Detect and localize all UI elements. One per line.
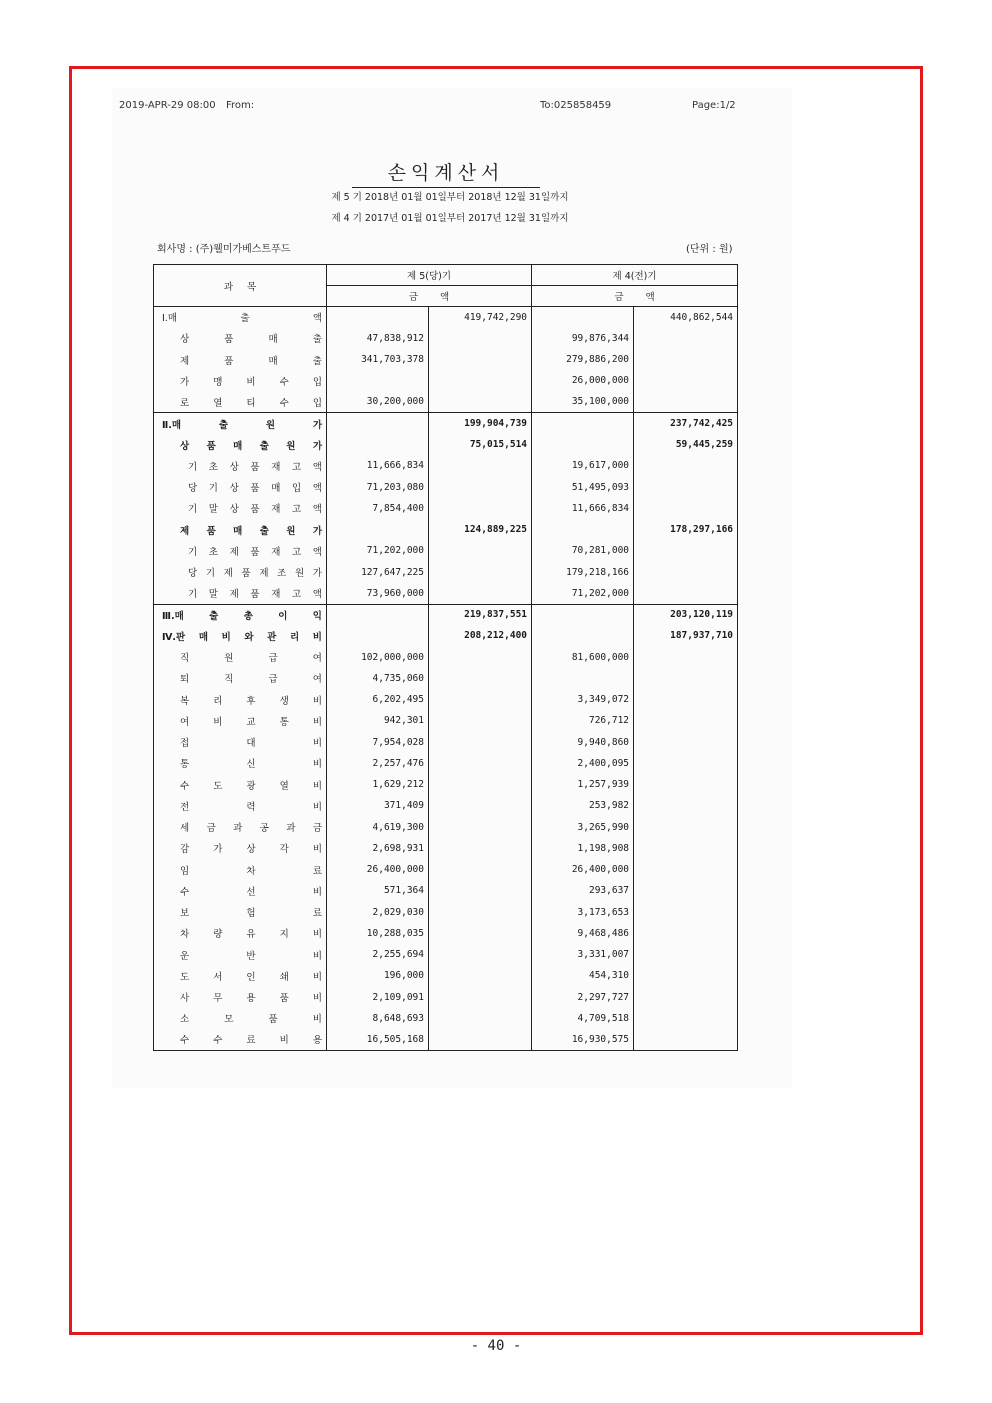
fax-page: Page:1/2 bbox=[692, 100, 736, 111]
row-label bbox=[154, 604, 327, 625]
amount-p2 bbox=[634, 923, 738, 944]
amount-c2 bbox=[429, 647, 532, 668]
amount-c2 bbox=[429, 774, 532, 795]
row-label-text: 복 리 후 생 비 bbox=[180, 695, 322, 707]
amount-c2 bbox=[429, 859, 532, 880]
company-name: 회사명 : (주)웰미가베스트푸드 bbox=[157, 244, 291, 255]
row-label bbox=[154, 540, 327, 561]
amount-p1: 279,886,200 bbox=[532, 349, 634, 370]
table-row bbox=[154, 859, 738, 880]
table-row bbox=[154, 413, 738, 434]
row-label bbox=[154, 817, 327, 838]
amount-p2: 178,297,166 bbox=[634, 519, 738, 540]
table-row bbox=[154, 583, 738, 604]
amount-c1: 7,954,028 bbox=[327, 732, 429, 753]
amount-c1: 2,257,476 bbox=[327, 753, 429, 774]
table-row bbox=[154, 838, 738, 859]
amount-c1: 2,109,091 bbox=[327, 987, 429, 1008]
col-header-prior-amount: 금액 bbox=[532, 286, 738, 307]
amount-c2 bbox=[429, 710, 532, 731]
table-row bbox=[154, 647, 738, 668]
amount-c2 bbox=[429, 540, 532, 561]
amount-c2 bbox=[429, 455, 532, 476]
amount-c1: 47,838,912 bbox=[327, 328, 429, 349]
amount-p1: 9,940,860 bbox=[532, 732, 634, 753]
amount-c1: 2,029,030 bbox=[327, 902, 429, 923]
amount-c1 bbox=[327, 519, 429, 540]
amount-p2 bbox=[634, 965, 738, 986]
amount-p1: 11,666,834 bbox=[532, 498, 634, 519]
amount-c2: 199,904,739 bbox=[429, 413, 532, 434]
row-label-text: 통 신 비 bbox=[180, 759, 322, 771]
unit-label: (단위 : 원) bbox=[686, 244, 733, 255]
amount-p2 bbox=[634, 753, 738, 774]
amount-p1: 2,297,727 bbox=[532, 987, 634, 1008]
row-label-text: 로 열 티 수 입 bbox=[180, 397, 322, 409]
amount-p1: 3,173,653 bbox=[532, 902, 634, 923]
period-prior: 제 4 기 2017년 01월 01일부터 2017년 12월 31일까지 bbox=[331, 213, 569, 224]
row-label bbox=[154, 795, 327, 816]
amount-p1 bbox=[532, 413, 634, 434]
table-row bbox=[154, 519, 738, 540]
amount-p2 bbox=[634, 498, 738, 519]
amount-p1: 71,202,000 bbox=[532, 583, 634, 604]
amount-p2 bbox=[634, 859, 738, 880]
row-label-text: 수 수 료 비 용 bbox=[180, 1035, 322, 1047]
row-label bbox=[154, 668, 327, 689]
amount-p2 bbox=[634, 880, 738, 901]
amount-c2 bbox=[429, 370, 532, 391]
table-row bbox=[154, 349, 738, 370]
amount-p1: 35,100,000 bbox=[532, 392, 634, 413]
amount-p2 bbox=[634, 944, 738, 965]
row-label bbox=[154, 880, 327, 901]
row-label bbox=[154, 307, 327, 328]
amount-p1: 70,281,000 bbox=[532, 540, 634, 561]
document-title: 손익계산서 bbox=[352, 158, 540, 188]
fax-datetime: 2019-APR-29 08:00 bbox=[119, 100, 216, 111]
amount-c1: 942,301 bbox=[327, 710, 429, 731]
amount-p1: 99,876,344 bbox=[532, 328, 634, 349]
amount-c1 bbox=[327, 434, 429, 455]
amount-c1: 2,255,694 bbox=[327, 944, 429, 965]
amount-p2 bbox=[634, 1008, 738, 1029]
table-row bbox=[154, 944, 738, 965]
amount-c1: 1,629,212 bbox=[327, 774, 429, 795]
row-label bbox=[154, 859, 327, 880]
table-row bbox=[154, 817, 738, 838]
amount-c1: 4,735,060 bbox=[327, 668, 429, 689]
row-label-text: 직 원 급 여 bbox=[180, 653, 322, 665]
table-row bbox=[154, 689, 738, 710]
income-statement-table bbox=[153, 264, 738, 1051]
amount-c1: 16,505,168 bbox=[327, 1029, 429, 1050]
amount-p1: 19,617,000 bbox=[532, 455, 634, 476]
table-row bbox=[154, 668, 738, 689]
amount-c2 bbox=[429, 1029, 532, 1050]
row-label-text: 가 맹 비 수 입 bbox=[180, 376, 322, 388]
row-label-text: 소 모 품 비 bbox=[180, 1014, 322, 1026]
amount-p1: 51,495,093 bbox=[532, 477, 634, 498]
row-label bbox=[154, 647, 327, 668]
amount-c1: 571,364 bbox=[327, 880, 429, 901]
amount-c1: 102,000,000 bbox=[327, 647, 429, 668]
table-row bbox=[154, 562, 738, 583]
amount-p2 bbox=[634, 477, 738, 498]
amount-c1: 371,409 bbox=[327, 795, 429, 816]
row-label-text: 퇴 직 급 여 bbox=[180, 674, 322, 686]
amount-c2 bbox=[429, 880, 532, 901]
amount-c2 bbox=[429, 328, 532, 349]
amount-c1: 10,288,035 bbox=[327, 923, 429, 944]
table-row bbox=[154, 987, 738, 1008]
row-label bbox=[154, 583, 327, 604]
row-label-text: Ⅰ.매 출 액 bbox=[162, 313, 322, 325]
row-label bbox=[154, 370, 327, 391]
amount-p1 bbox=[532, 434, 634, 455]
amount-c1: 341,703,378 bbox=[327, 349, 429, 370]
amount-c2 bbox=[429, 732, 532, 753]
col-header-current: 제 5(당)기 bbox=[327, 265, 532, 286]
amount-c2 bbox=[429, 349, 532, 370]
row-label-text: 제 품 매 출 bbox=[180, 355, 322, 367]
amount-c2 bbox=[429, 392, 532, 413]
row-label bbox=[154, 562, 327, 583]
amount-c2 bbox=[429, 562, 532, 583]
row-label bbox=[154, 498, 327, 519]
row-label-text: 세 금 과 공 과 금 bbox=[180, 823, 322, 835]
row-label-text: 감 가 상 각 비 bbox=[180, 844, 322, 856]
row-label bbox=[154, 902, 327, 923]
amount-c2 bbox=[429, 583, 532, 604]
amount-c1 bbox=[327, 413, 429, 434]
table-row bbox=[154, 455, 738, 476]
amount-c1: 4,619,300 bbox=[327, 817, 429, 838]
table-row bbox=[154, 392, 738, 413]
col-header-prior: 제 4(전)기 bbox=[532, 265, 738, 286]
table-row bbox=[154, 604, 738, 625]
row-label bbox=[154, 838, 327, 859]
row-label-text: 여 비 교 통 비 bbox=[180, 716, 322, 728]
table-row bbox=[154, 902, 738, 923]
amount-p1: 726,712 bbox=[532, 710, 634, 731]
amount-p2 bbox=[634, 795, 738, 816]
amount-c1 bbox=[327, 625, 429, 646]
row-label bbox=[154, 413, 327, 434]
row-label-text: 기 초 제 품 재 고 액 bbox=[188, 546, 322, 558]
amount-p1: 26,000,000 bbox=[532, 370, 634, 391]
amount-c2 bbox=[429, 965, 532, 986]
row-label-text: 차 량 유 지 비 bbox=[180, 929, 322, 941]
amount-p2 bbox=[634, 732, 738, 753]
table-row bbox=[154, 498, 738, 519]
row-label bbox=[154, 965, 327, 986]
row-label bbox=[154, 519, 327, 540]
amount-p1: 81,600,000 bbox=[532, 647, 634, 668]
row-label-text: 임 차 료 bbox=[180, 865, 322, 877]
amount-p2: 187,937,710 bbox=[634, 625, 738, 646]
table-row bbox=[154, 370, 738, 391]
amount-c1: 196,000 bbox=[327, 965, 429, 986]
table-row bbox=[154, 774, 738, 795]
amount-p1: 454,310 bbox=[532, 965, 634, 986]
amount-p1: 293,637 bbox=[532, 880, 634, 901]
amount-p1: 3,331,007 bbox=[532, 944, 634, 965]
amount-c2 bbox=[429, 668, 532, 689]
amount-c2 bbox=[429, 795, 532, 816]
amount-p2 bbox=[634, 647, 738, 668]
amount-c1: 11,666,834 bbox=[327, 455, 429, 476]
amount-c2: 419,742,290 bbox=[429, 307, 532, 328]
amount-p2 bbox=[634, 838, 738, 859]
amount-p2 bbox=[634, 902, 738, 923]
row-label-text: 기 말 제 품 재 고 액 bbox=[188, 589, 322, 601]
row-label-text: Ⅱ.매 출 원 가 bbox=[162, 419, 322, 431]
table-row bbox=[154, 477, 738, 498]
row-label bbox=[154, 774, 327, 795]
row-label-text: 당 기 제 품 제 조 원 가 bbox=[188, 568, 322, 580]
amount-p2: 237,742,425 bbox=[634, 413, 738, 434]
amount-p2 bbox=[634, 689, 738, 710]
row-label bbox=[154, 434, 327, 455]
table-row bbox=[154, 1029, 738, 1050]
row-label bbox=[154, 689, 327, 710]
table-row bbox=[154, 965, 738, 986]
amount-p2 bbox=[634, 455, 738, 476]
row-label-text: 상 품 매 출 bbox=[180, 334, 322, 346]
amount-c1 bbox=[327, 307, 429, 328]
amount-c1: 71,202,000 bbox=[327, 540, 429, 561]
amount-c1: 30,200,000 bbox=[327, 392, 429, 413]
amount-c1: 127,647,225 bbox=[327, 562, 429, 583]
fax-to: To:025858459 bbox=[540, 100, 612, 111]
table-row bbox=[154, 434, 738, 455]
row-label bbox=[154, 1029, 327, 1050]
amount-c2 bbox=[429, 1008, 532, 1029]
row-label bbox=[154, 987, 327, 1008]
amount-c2 bbox=[429, 689, 532, 710]
row-label-text: 수 도 광 열 비 bbox=[180, 780, 322, 792]
row-label bbox=[154, 477, 327, 498]
amount-c2 bbox=[429, 817, 532, 838]
table-row bbox=[154, 307, 738, 328]
amount-c2 bbox=[429, 944, 532, 965]
amount-c2 bbox=[429, 753, 532, 774]
table-row bbox=[154, 328, 738, 349]
period-current: 제 5 기 2018년 01월 01일부터 2018년 12월 31일까지 bbox=[331, 192, 569, 203]
table-row bbox=[154, 1008, 738, 1029]
amount-c1: 2,698,931 bbox=[327, 838, 429, 859]
table-row bbox=[154, 732, 738, 753]
amount-p2 bbox=[634, 987, 738, 1008]
amount-c1: 6,202,495 bbox=[327, 689, 429, 710]
amount-c1: 73,960,000 bbox=[327, 583, 429, 604]
amount-c2: 208,212,400 bbox=[429, 625, 532, 646]
row-label-text: 운 반 비 bbox=[180, 950, 322, 962]
col-header-item: 과목 bbox=[154, 265, 327, 307]
amount-p2 bbox=[634, 710, 738, 731]
row-label bbox=[154, 753, 327, 774]
amount-p2 bbox=[634, 817, 738, 838]
amount-c2: 75,015,514 bbox=[429, 434, 532, 455]
row-label bbox=[154, 455, 327, 476]
table-row bbox=[154, 795, 738, 816]
row-label-text: 제 품 매 출 원 가 bbox=[180, 525, 322, 537]
row-label-text: 수 선 비 bbox=[180, 886, 322, 898]
row-label-text: 기 초 상 품 재 고 액 bbox=[188, 461, 322, 473]
amount-p1 bbox=[532, 625, 634, 646]
col-header-current-amount: 금액 bbox=[327, 286, 532, 307]
row-label bbox=[154, 710, 327, 731]
amount-c2 bbox=[429, 838, 532, 859]
amount-p1: 4,709,518 bbox=[532, 1008, 634, 1029]
amount-c2 bbox=[429, 902, 532, 923]
amount-p2 bbox=[634, 349, 738, 370]
amount-p1 bbox=[532, 307, 634, 328]
amount-c1: 7,854,400 bbox=[327, 498, 429, 519]
row-label-text: 당 기 상 품 매 입 액 bbox=[188, 483, 322, 495]
amount-p2 bbox=[634, 583, 738, 604]
amount-p1: 9,468,486 bbox=[532, 923, 634, 944]
amount-p1: 16,930,575 bbox=[532, 1029, 634, 1050]
amount-p2: 203,120,119 bbox=[634, 604, 738, 625]
amount-p1: 3,349,072 bbox=[532, 689, 634, 710]
row-label bbox=[154, 944, 327, 965]
row-label-text: Ⅳ.판 매 비 와 관 리 비 bbox=[162, 631, 322, 643]
amount-c1 bbox=[327, 370, 429, 391]
amount-c1: 26,400,000 bbox=[327, 859, 429, 880]
amount-p2 bbox=[634, 328, 738, 349]
row-label bbox=[154, 349, 327, 370]
amount-c2 bbox=[429, 987, 532, 1008]
amount-p2 bbox=[634, 1029, 738, 1050]
amount-c2 bbox=[429, 498, 532, 519]
amount-p2: 59,445,259 bbox=[634, 434, 738, 455]
fax-from: From: bbox=[226, 100, 255, 111]
amount-c1: 71,203,080 bbox=[327, 477, 429, 498]
amount-c2: 219,837,551 bbox=[429, 604, 532, 625]
table-row bbox=[154, 880, 738, 901]
amount-p1: 26,400,000 bbox=[532, 859, 634, 880]
row-label bbox=[154, 625, 327, 646]
amount-p1: 179,218,166 bbox=[532, 562, 634, 583]
page-number: - 40 - bbox=[470, 1338, 522, 1354]
amount-p2 bbox=[634, 540, 738, 561]
table-body bbox=[154, 307, 738, 1051]
amount-c2: 124,889,225 bbox=[429, 519, 532, 540]
amount-p2 bbox=[634, 774, 738, 795]
amount-c1 bbox=[327, 604, 429, 625]
amount-c2 bbox=[429, 477, 532, 498]
row-label-text: 사 무 용 품 비 bbox=[180, 993, 322, 1005]
row-label-text: 접 대 비 bbox=[180, 738, 322, 750]
row-label-text: 도 서 인 쇄 비 bbox=[180, 971, 322, 983]
amount-p1 bbox=[532, 668, 634, 689]
amount-c2 bbox=[429, 923, 532, 944]
amount-p1: 1,198,908 bbox=[532, 838, 634, 859]
amount-p1 bbox=[532, 604, 634, 625]
row-label bbox=[154, 392, 327, 413]
amount-c1: 8,648,693 bbox=[327, 1008, 429, 1029]
table-row bbox=[154, 753, 738, 774]
row-label-text: 보 험 료 bbox=[180, 908, 322, 920]
amount-p1: 1,257,939 bbox=[532, 774, 634, 795]
row-label bbox=[154, 732, 327, 753]
table-row bbox=[154, 540, 738, 561]
row-label-text: 상 품 매 출 원 가 bbox=[180, 440, 322, 452]
table-row bbox=[154, 923, 738, 944]
amount-p2 bbox=[634, 668, 738, 689]
amount-p1 bbox=[532, 519, 634, 540]
amount-p2 bbox=[634, 370, 738, 391]
amount-p2: 440,862,544 bbox=[634, 307, 738, 328]
row-label-text: 전 력 비 bbox=[180, 801, 322, 813]
row-label bbox=[154, 1008, 327, 1029]
amount-p1: 3,265,990 bbox=[532, 817, 634, 838]
amount-p2 bbox=[634, 562, 738, 583]
row-label-text: Ⅲ.매 출 총 이 익 bbox=[162, 610, 322, 622]
table-row bbox=[154, 710, 738, 731]
row-label bbox=[154, 923, 327, 944]
row-label-text: 기 말 상 품 재 고 액 bbox=[188, 504, 322, 516]
table-row bbox=[154, 625, 738, 646]
amount-p2 bbox=[634, 392, 738, 413]
row-label bbox=[154, 328, 327, 349]
amount-p1: 2,400,095 bbox=[532, 753, 634, 774]
amount-p1: 253,982 bbox=[532, 795, 634, 816]
